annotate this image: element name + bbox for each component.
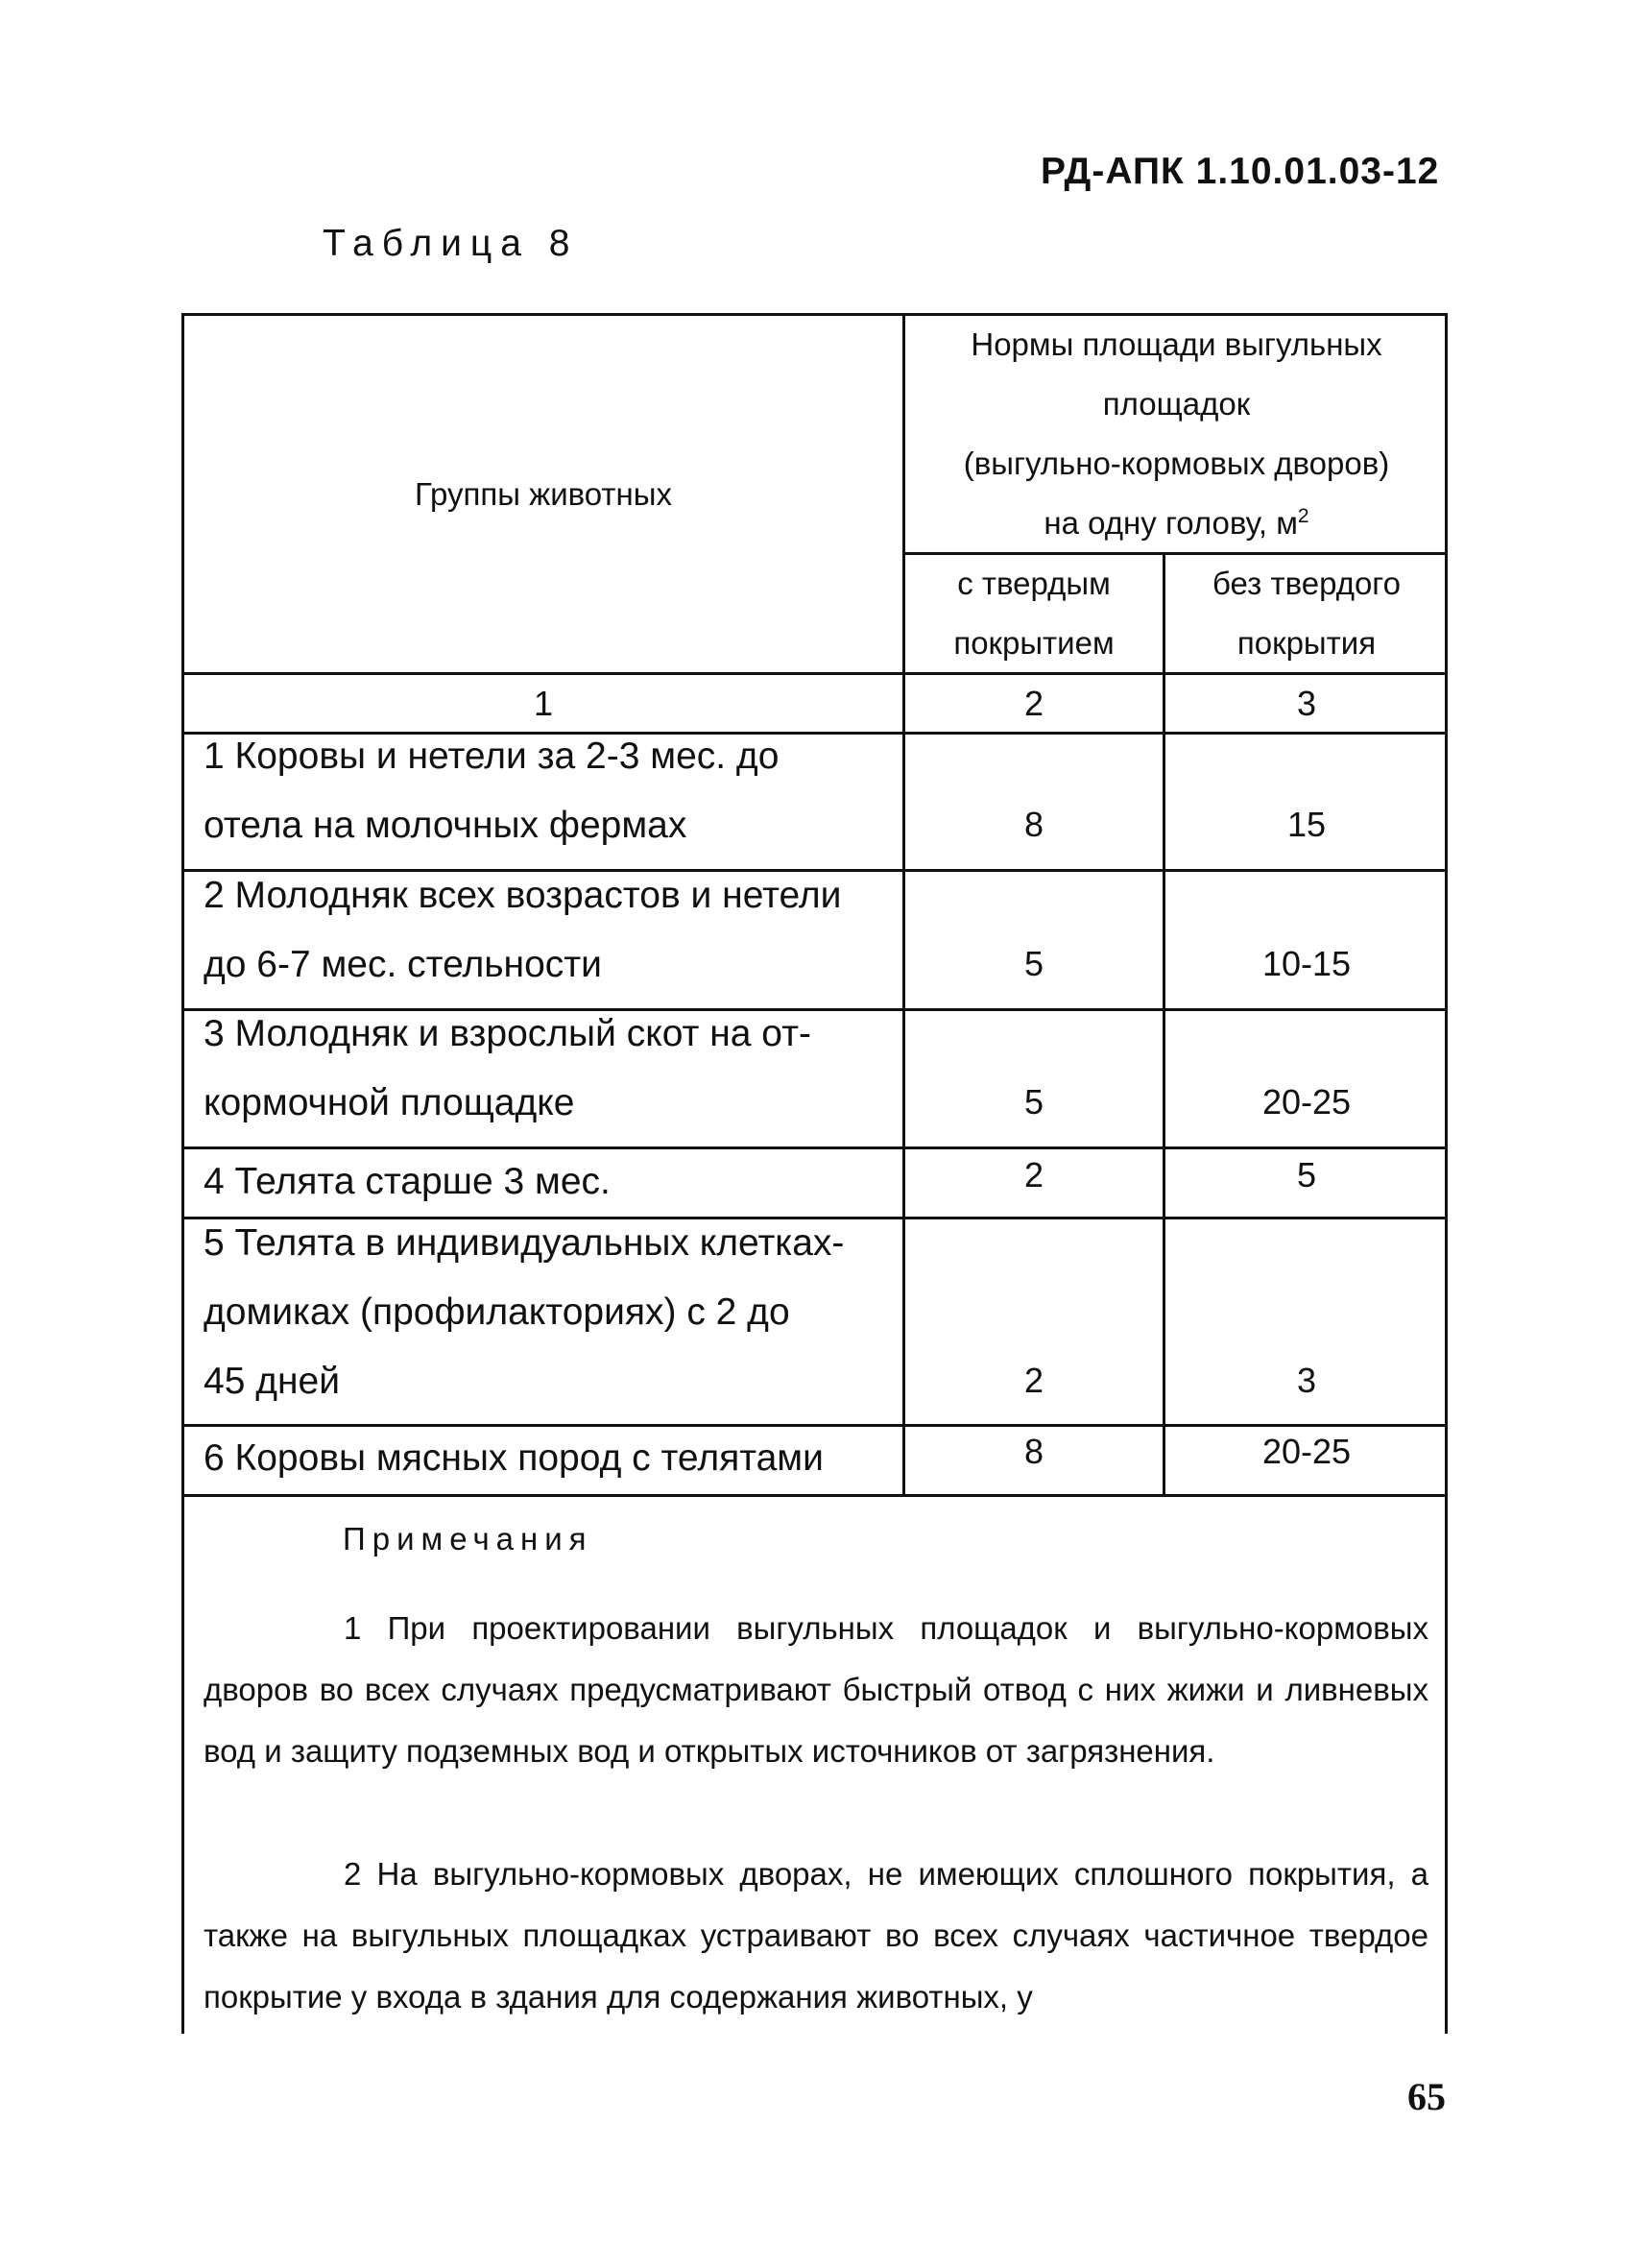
grid-line [181,1494,1448,1497]
norm-soft-value: 3 [1296,1361,1317,1400]
header-line: с твердым [957,566,1111,601]
animal-group-name: 2 Молодняк всех возрастов и нетели до 6-7 мес. стельности [204,875,842,985]
norm-hard-value: 5 [1023,1082,1044,1122]
norm-hard-value: 8 [1023,1432,1044,1471]
norm-hard-value: 2 [1023,1361,1044,1400]
note-2: 2 На выгульно-кормовых дворах, не имеющих сплошного покрытия, а также на выгульных площадках устраивают во всех случаях частичное твердое покрытие у входа в здания для содержания животных, у [204,1856,1428,2015]
table-title: Таблица 8 [323,223,579,264]
unit-superscript: 2 [1297,505,1309,527]
column-number: 3 [1296,683,1317,723]
animal-group-name: 6 Коровы мясных пород с телятами [204,1437,824,1479]
column-number: 1 [533,683,554,723]
page-number: 65 [1407,2075,1446,2118]
column-header-area-norms [905,316,1448,552]
header-line: Нормы площади выгульных [971,326,1382,362]
norm-soft-value: 10-15 [1261,944,1352,983]
column-number: 2 [1023,683,1044,723]
header-line: покрытия [1236,625,1377,661]
note-1: 1 При проектировании выгульных площадок и выгульно-кормовых дворов во всех случаях предусматривают быстрый отвод с них жижи и ливневых вод и защиту подземных вод и открытых источников от загрязнения. [204,1610,1428,1769]
norm-hard-value: 8 [1023,805,1044,844]
animal-group-name: 4 Телята старше 3 мес. [204,1161,611,1202]
norm-hard-value: 2 [1023,1155,1044,1194]
notes-title: Примечания [343,1521,593,1556]
header-line: площадок [1102,386,1251,422]
subheader-hard-surface [905,555,1163,672]
animal-group-name: 1 Коровы и нетели за 2-3 мес. до отела на молочных фермах [204,736,780,846]
norm-soft-value: 15 [1286,805,1327,844]
norm-soft-value: 20-25 [1261,1432,1352,1471]
header-line: покрытием [953,625,1115,661]
column-header-groups: Группы животных [415,475,672,512]
norm-soft-value: 5 [1296,1155,1317,1194]
header-line: (выгульно-кормовых дворов) [963,446,1390,481]
subheader-no-hard-surface [1165,555,1448,672]
animal-group-name: 5 Телята в индивидуальных клетках- домиках (профилакториях) с 2 до 45 дней [204,1222,845,1402]
animal-group-name: 3 Молодняк и взрослый скот на от- кормочной площадке [204,1013,811,1123]
norm-hard-value: 5 [1023,944,1044,983]
norm-soft-value: 20-25 [1261,1082,1352,1122]
document-code: РД-АПК 1.10.01.03-12 [1041,151,1440,192]
header-line: на одну голову, $м^2$ [1044,505,1309,541]
header-line: без твердого [1212,566,1401,601]
